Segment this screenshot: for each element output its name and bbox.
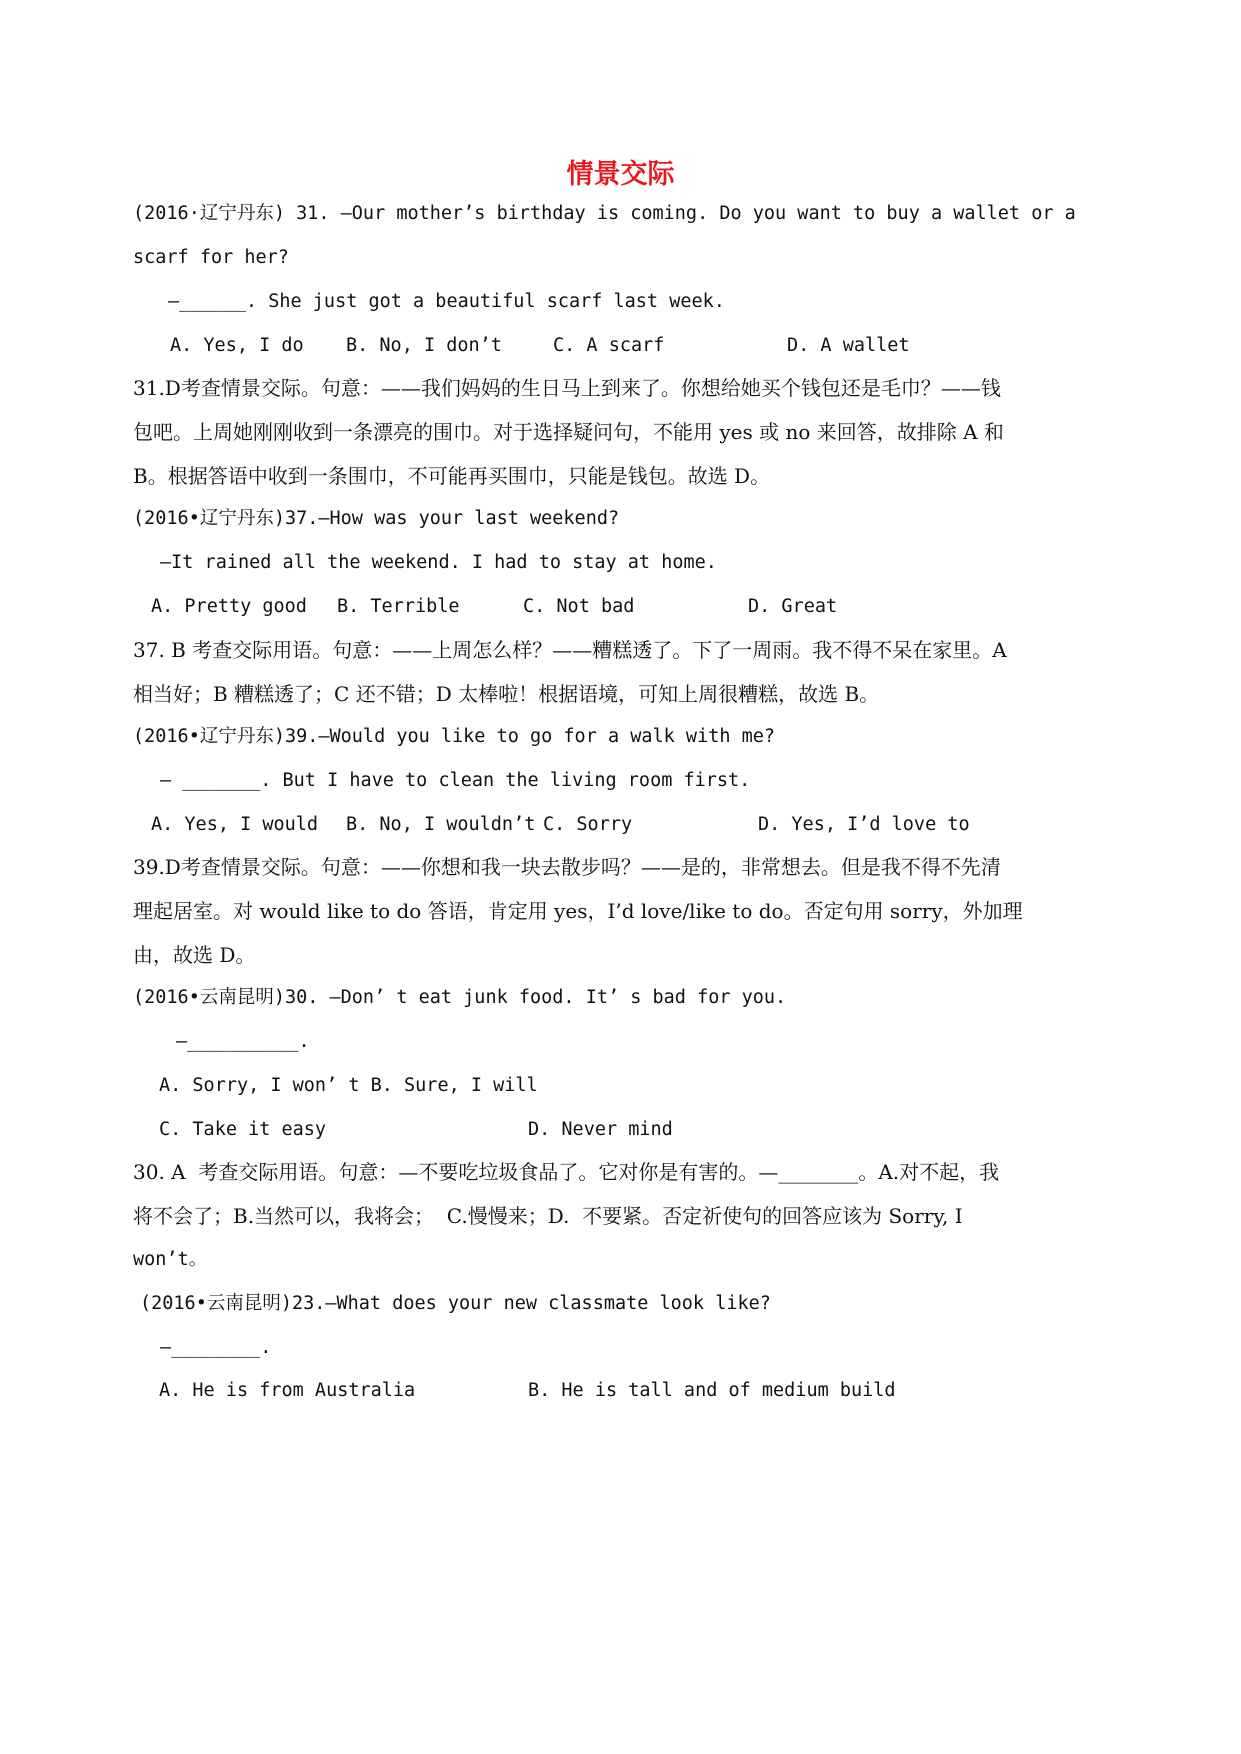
question-37-option-c: C. Not bad xyxy=(523,596,635,617)
question-37-option-a: A. Pretty good xyxy=(151,596,307,617)
question-30-stem: (2016•云南昆明)30. —Don’ t eat junk food. It’ s bad for you. xyxy=(133,987,787,1008)
question-31-option-c: C. A scarf xyxy=(553,335,665,356)
question-31-answer-line: B。根据答语中收到一条围巾，不可能再买围巾，只能是钱包。故选 D。 xyxy=(133,464,771,488)
question-31-option-a: A. Yes, I do xyxy=(170,335,304,356)
question-30-answer-line: 将不会了；B.当然可以，我将会； C.慢慢来；D. 不要紧。否定祈使句的回答应该为 Sorry, I xyxy=(133,1204,963,1228)
question-39-reply: — _______. But I have to clean the living room first. xyxy=(160,770,751,791)
question-30-answer-line: 30. A 考查交际用语。句意：—不要吃垃圾食品了。它对你是有害的。—________。A.对不起，我 xyxy=(133,1160,1000,1184)
question-31-option-d: D. A wallet xyxy=(787,335,910,356)
question-39-answer-line: 理起居室。对 would like to do 答语，肯定用 yes，I’d love/like to do。否定句用 sorry，外加理 xyxy=(133,899,1023,923)
question-31-answer-line: 31.D考查情景交际。句意：——我们妈妈的生日马上到来了。你想给她买个钱包还是毛巾？——钱 xyxy=(133,376,1001,400)
question-31-stem-cont: scarf for her? xyxy=(133,247,289,268)
question-30-option-c: C. Take it easy xyxy=(159,1119,327,1140)
question-23-reply: —________. xyxy=(160,1337,272,1358)
question-39-option-c: C. Sorry xyxy=(543,814,633,835)
question-37-answer-line: 相当好；B 糟糕透了；C 还不错；D 太棒啦！根据语境，可知上周很糟糕，故选 B。 xyxy=(133,682,880,706)
question-37-option-d: D. Great xyxy=(748,596,838,617)
question-39-stem: (2016•辽宁丹东)39.—Would you like to go for a walk with me? xyxy=(133,726,776,747)
question-37-stem: (2016•辽宁丹东)37.—How was your last weekend? xyxy=(133,508,620,529)
question-39-answer-line: 由，故选 D。 xyxy=(133,943,256,967)
question-30-answer-line: won’t。 xyxy=(133,1249,208,1270)
question-39-answer-line: 39.D考查情景交际。句意：——你想和我一块去散步吗？——是的，非常想去。但是我不得不先清 xyxy=(133,855,1001,879)
question-31-option-b: B. No, I don’t xyxy=(346,335,502,356)
page-title: 情景交际 xyxy=(566,159,675,190)
question-39-option-d: D. Yes, I’d love to xyxy=(758,814,970,835)
question-37-reply: —It rained all the weekend. I had to stay at home. xyxy=(160,552,717,573)
question-23-stem: (2016•云南昆明)23.—What does your new classmate look like? xyxy=(140,1293,771,1314)
question-37-answer-line: 37. B 考查交际用语。句意：——上周怎么样？——糟糕透了。下了一周雨。我不得不呆在家里。A xyxy=(133,638,1007,662)
question-23-option-a: A. He is from Australia xyxy=(159,1380,416,1401)
question-30-reply: —__________. xyxy=(176,1031,310,1052)
question-23-option-b: B. He is tall and of medium build xyxy=(528,1380,896,1401)
question-37-option-b: B. Terrible xyxy=(337,596,460,617)
question-31-stem: (2016·辽宁丹东) 31. —Our mother’s birthday is coming. Do you want to buy a wallet or a xyxy=(133,203,1076,224)
question-39-option-b: B. No, I wouldn’t xyxy=(346,814,536,835)
question-39-option-a: A. Yes, I would xyxy=(151,814,319,835)
question-31-answer-line: 包吧。上周她刚刚收到一条漂亮的围巾。对于选择疑问句，不能用 yes 或 no 来回答，故排除 A 和 xyxy=(133,420,1004,444)
question-30-option-ab: A. Sorry, I won’ t B. Sure, I will xyxy=(159,1075,538,1096)
question-30-option-d: D. Never mind xyxy=(528,1119,673,1140)
question-31-reply: —______. She just got a beautiful scarf last week. xyxy=(168,291,725,312)
